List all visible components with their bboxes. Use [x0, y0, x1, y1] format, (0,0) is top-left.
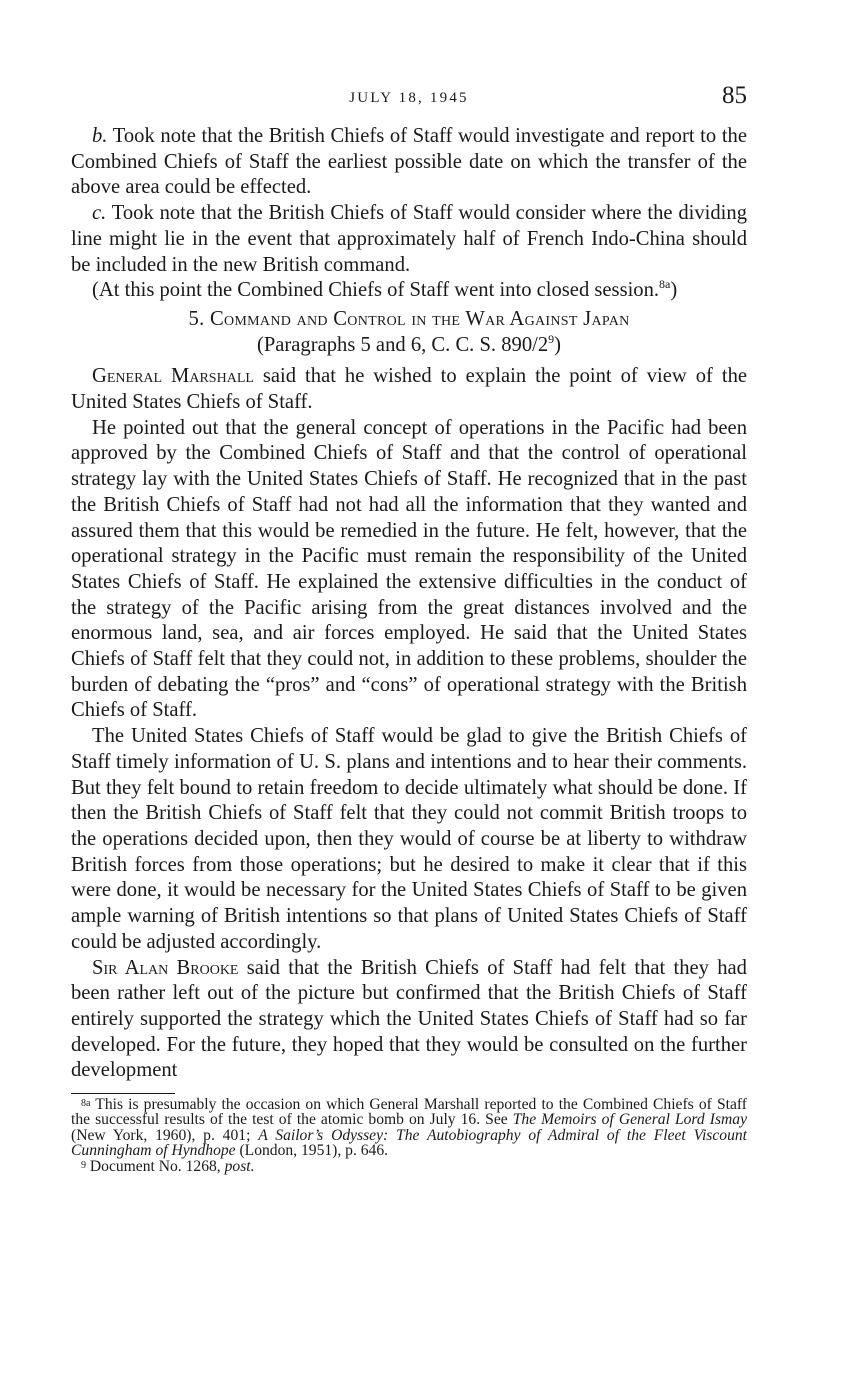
- paragraph-c-text: Took note that the British Chiefs of Staff would consider where the dividing line might lie in the event that approximately half of French Indo-China should be included in the new British command.: [71, 202, 747, 276]
- running-title: JULY 18, 1945: [349, 90, 469, 106]
- marshall-paragraph-2: He pointed out that the general concept of operations in the Pacific had been approved by the Combined Chiefs of Staff and that the control of operational strategy lay with the United States Chiefs of Staff. He recognized that in the past the British Chiefs of Staff had not had all the information that they wanted and assured them that this would be remedied in the future. He felt, however, that the operational strategy in the Pacific must remain the responsibility of the United States Chiefs of Staff. He explained the extensive difficulties in the conduct of the strategy of the Pacific arising from the great distances involved and the enormous land, sea, and air forces employed. He said that the United States Chiefs of Staff felt that they could not, in addition to these problems, shoulder the burden of debating the “pros” and “cons” of operational strategy with the British Chiefs of Staff.: [71, 416, 747, 722]
- closed-session-note: [71, 278, 747, 304]
- paragraph-c: [71, 201, 747, 278]
- page-number: 85: [722, 82, 747, 109]
- footnote-ref-9[interactable]: 9: [548, 331, 555, 346]
- footnote-8a: [71, 1097, 747, 1159]
- paragraph-b-text: Took note that the British Chiefs of Staff would investigate and report to the Combined Chiefs of Staff the earliest possible date on which the transfer of the above area could be effected.: [71, 125, 747, 199]
- body-text: [71, 124, 747, 1084]
- running-header: [71, 84, 747, 124]
- footnote-ref-8a[interactable]: 8a: [659, 277, 671, 292]
- marshall-paragraph-1: [71, 364, 747, 415]
- section-subtitle-close: ): [554, 333, 561, 356]
- speaker-marshall: General Marshall: [92, 365, 254, 388]
- footnote-9-post: post.: [224, 1157, 255, 1175]
- brooke-paragraph-text: said that the British Chiefs of Staff had felt that they had been rather left out of the picture but confirmed that the British Chiefs of Staff entirely supported the strategy which the United States Chiefs of Staff had so far developed. For the future, they hoped that they would be consulted on the further development: [71, 956, 747, 1082]
- footnote-8a-title-1: The Memoirs of General Lord Ismay: [512, 1111, 747, 1129]
- paragraph-b-label: b.: [92, 125, 108, 147]
- marshall-paragraph-3: The United States Chiefs of Staff would be glad to give the British Chiefs of Staff timely information of U. S. plans and intentions and to hear their comments. But they felt bound to retain freedom to decide ultimately what should be done. If then the British Chiefs of Staff felt that they could not commit British troops to the operations decided upon, then they would of course be at liberty to withdraw British forces from those operations; but he desired to make it clear that if this were done, it would be necessary for the United States Chiefs of Staff to be given ample warning of British intentions so that plans of United States Chiefs of Staff could be adjusted accordingly.: [71, 725, 747, 953]
- marshall-paragraph-1-text: said that he wished to explain the point of view of the United States Chiefs of Staff.: [71, 365, 747, 414]
- footnote-9: [71, 1159, 747, 1174]
- footnote-9-mark: 9: [81, 1159, 86, 1171]
- footnote-8a-title-2: A Sailor’s Odyssey: The Autobiography of Admiral of the Fleet Viscount Cunningham of Hyndhope: [71, 1126, 747, 1160]
- paragraph-b: [71, 124, 747, 201]
- document-page: [71, 84, 747, 1174]
- footnote-8a-text-1: This is presumably the occasion on which General Marshall reported to the Combined Chiefs of Staff the successful results of the test of the atomic bomb on July 16. See: [71, 1096, 747, 1129]
- speaker-brooke: Sir Alan Brooke: [92, 956, 239, 979]
- section-title: 5. Command and Control in the War Against Japan: [188, 307, 630, 330]
- footnote-divider: [71, 1093, 175, 1094]
- section-subtitle: [71, 333, 747, 359]
- footnotes: [71, 1097, 747, 1174]
- footnote-8a-text-2: (New York, 1960), p. 401;: [71, 1126, 259, 1144]
- section-heading: [71, 307, 747, 358]
- closed-session-text: (At this point the Combined Chiefs of Staff went into closed session.: [92, 279, 660, 302]
- footnote-8a-text-3: (London, 1951), p. 646.: [235, 1142, 389, 1160]
- closed-session-close: ): [670, 279, 678, 302]
- footnote-9-text: Document No. 1268,: [86, 1157, 225, 1175]
- footnote-8a-mark: 8a: [81, 1098, 91, 1110]
- brooke-paragraph: [71, 956, 747, 1085]
- paragraph-c-label: c.: [92, 202, 107, 225]
- section-subtitle-text: (Paragraphs 5 and 6, C. C. S. 890/2: [256, 333, 549, 356]
